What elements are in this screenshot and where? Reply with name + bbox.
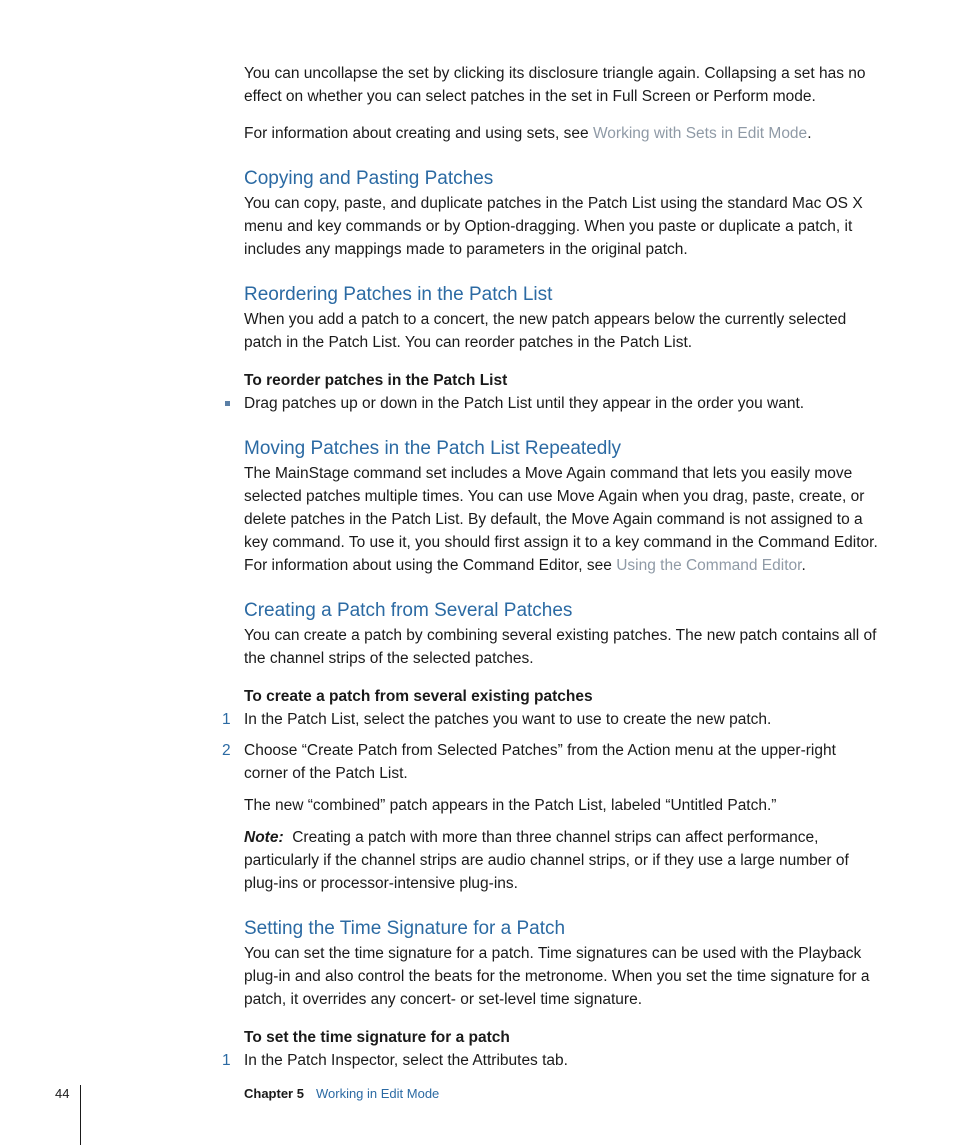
intro-text: For information about creating and using sets, see [244,125,593,142]
note-text: Creating a patch with more than three channel strips can affect performance, particularly if the channel strips are audio channel strips, or if they use a large number of plug-ins or processor-intensive plug-ins. [244,829,849,892]
step-item [222,1049,880,1072]
chapter-title: Working in Edit Mode [315,1086,440,1101]
creating-note [244,826,880,895]
page-content [222,62,880,1072]
step-number: 1 [222,1052,231,1069]
period: . [801,557,806,574]
heading-time-signature: Setting the Time Signature for a Patch [244,918,566,939]
procedure-title-create: To create a patch from several existing patches [244,688,593,705]
moving-text: The MainStage command set includes a Move Again command that lets you easily move selected patches multiple times. You can use Move Again when you drag, paste, create, or delete patches in the Patch List. By default, the Move Again command is not assigned to a key command. To use it, you should first assign it to a key command in the Command Editor. For information about using the Command Editor, see [244,465,878,574]
step-item [222,708,880,731]
reordering-body: When you add a patch to a concert, the new patch appears below the currently selected patch in the Patch List. You can reorder patches in the Patch List. [244,311,847,351]
copying-body: You can copy, paste, and duplicate patches in the Patch List using the standard Mac OS X menu and key commands or by Option-dragging. When you paste or duplicate a patch, it includes any mappings made to parameters in the original patch. [244,195,863,258]
step-text: In the Patch List, select the patches you want to use to create the new patch. [244,711,772,728]
heading-reordering: Reordering Patches in the Patch List [244,284,553,305]
step-number: 1 [222,711,231,728]
creating-result: The new “combined” patch appears in the Patch List, labeled “Untitled Patch.” [244,797,777,814]
link-using-command-editor[interactable]: Using the Command Editor [616,557,802,574]
intro-paragraph-1: You can uncollapse the set by clicking its disclosure triangle again. Collapsing a set has no effect on whether you can select patches in the set in Full Screen or Perform mode. [244,65,866,105]
heading-creating: Creating a Patch from Several Patches [244,600,573,621]
note-label: Note: [244,829,284,846]
heading-moving: Moving Patches in the Patch List Repeatedly [244,438,622,459]
footer-divider [80,1085,81,1145]
page-number: 44 [55,1086,70,1101]
moving-body [244,462,880,577]
bullet-item [244,392,880,415]
step-number: 2 [222,742,231,759]
heading-copying-pasting: Copying and Pasting Patches [244,168,494,189]
chapter-label: Chapter 5 [244,1086,304,1101]
step-text: Choose “Create Patch from Selected Patches” from the Action menu at the upper-right corner of the Patch List. [244,742,836,782]
timesig-body: You can set the time signature for a patch. Time signatures can be used with the Playback plug-in and also control the beats for the metronome. When you set the time signature for a patch, it overrides any concert- or set-level time signature. [244,945,870,1008]
bullet-text: Drag patches up or down in the Patch List until they appear in the order you want. [244,395,805,412]
intro-paragraph-2 [244,122,880,145]
step-item [222,739,880,785]
procedure-title-timesig: To set the time signature for a patch [244,1029,510,1046]
step-text: In the Patch Inspector, select the Attributes tab. [244,1052,568,1069]
footer-chapter [244,1086,439,1101]
link-working-with-sets[interactable]: Working with Sets in Edit Mode [592,125,808,142]
creating-body: You can create a patch by combining several existing patches. The new patch contains all of the channel strips of the selected patches. [244,627,877,667]
square-bullet-icon [225,401,230,406]
period: . [807,125,812,142]
procedure-title-reorder: To reorder patches in the Patch List [244,372,508,389]
